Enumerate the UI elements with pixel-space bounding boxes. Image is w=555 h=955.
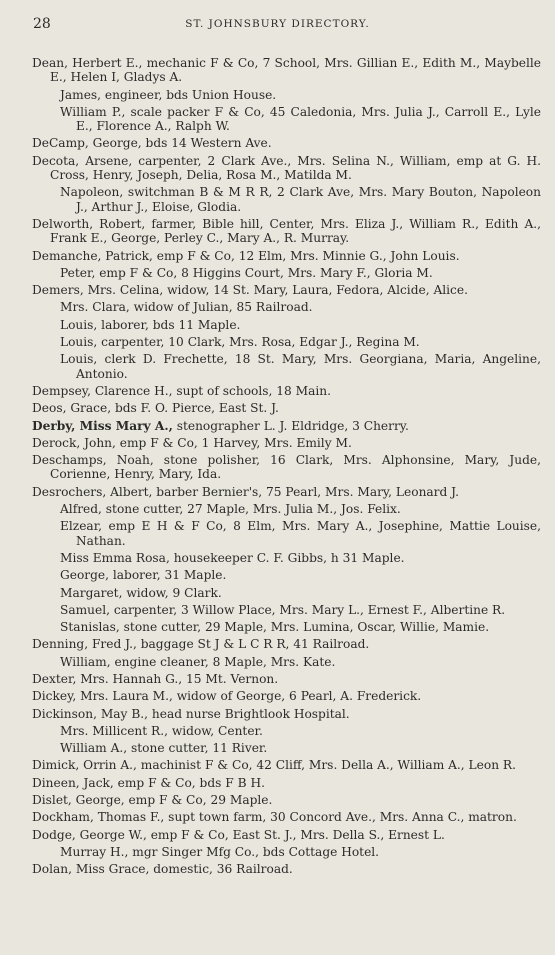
entry-text: Dolan, Miss Grace, domestic, 36 Railroad.	[32, 862, 293, 877]
page-header	[0, 16, 555, 36]
directory-entry	[0, 401, 555, 415]
directory-entry	[0, 154, 555, 183]
running-head: ST. JOHNSBURY DIRECTORY.	[185, 18, 370, 30]
entry-text: Deschamps, Noah, stone polisher, 16 Clark, Mrs. Alphonsine, Mary, Jude, Corienne, Henry, Mary, Ida.	[32, 453, 541, 482]
entry-text: Derock, John, emp F & Co, 1 Harvey, Mrs. Emily M.	[32, 435, 352, 450]
entry-text: Stanislas, stone cutter, 29 Maple, Mrs. Lumina, Oscar, Willie, Mamie.	[60, 620, 490, 635]
directory-entry	[0, 249, 555, 263]
directory-entry	[0, 793, 555, 807]
entry-text: Mrs. Clara, widow of Julian, 85 Railroad.	[60, 300, 313, 315]
directory-entry	[0, 384, 555, 398]
entry-text: Louis, clerk D. Frechette, 18 St. Mary, Mrs. Georgiana, Maria, Angeline, Antonio.	[60, 352, 541, 381]
page-number: 28	[33, 16, 51, 32]
directory-entry	[0, 419, 555, 433]
entry-text: Miss Emma Rosa, housekeeper C. F. Gibbs, h 31 Maple.	[60, 550, 405, 565]
directory-entry	[0, 217, 555, 246]
entry-text: Dickinson, May B., head nurse Brightlook Hospital.	[32, 706, 350, 721]
entry-text: Dockham, Thomas F., supt town farm, 30 Concord Ave., Mrs. Anna C., matron.	[32, 810, 517, 825]
directory-entry	[0, 318, 555, 332]
entry-text: Dimick, Orrin A., machinist F & Co, 42 Cliff, Mrs. Della A., William A., Leon R.	[32, 758, 516, 773]
directory-entry	[0, 283, 555, 297]
directory-entry	[0, 352, 555, 381]
entry-text: James, engineer, bds Union House.	[60, 87, 277, 102]
directory-entry	[0, 502, 555, 516]
entry-text: Dislet, George, emp F & Co, 29 Maple.	[32, 793, 273, 808]
directory-entry	[0, 185, 555, 214]
directory-entry	[0, 810, 555, 824]
entry-text: Margaret, widow, 9 Clark.	[60, 585, 222, 600]
entry-text: Peter, emp F & Co, 8 Higgins Court, Mrs. Mary F., Gloria M.	[60, 265, 433, 280]
directory-entry	[0, 136, 555, 150]
directory-entry	[0, 655, 555, 669]
directory-entries	[0, 56, 555, 880]
entry-text: DeCamp, George, bds 14 Western Ave.	[32, 136, 272, 151]
entry-text: Samuel, carpenter, 3 Willow Place, Mrs. Mary L., Ernest F., Albertine R.	[60, 602, 506, 617]
entry-text: William, engine cleaner, 8 Maple, Mrs. Kate.	[60, 654, 336, 669]
directory-entry	[0, 551, 555, 565]
directory-entry	[0, 88, 555, 102]
directory-entry	[0, 724, 555, 738]
entry-text: Desrochers, Albert, barber Bernier's, 75 Pearl, Mrs. Mary, Leonard J.	[32, 484, 459, 499]
entry-text: Louis, laborer, bds 11 Maple.	[60, 317, 241, 332]
directory-entry	[0, 436, 555, 450]
entry-text: Deos, Grace, bds F. O. Pierce, East St. J.	[32, 401, 279, 416]
directory-entry	[0, 776, 555, 790]
directory-entry	[0, 845, 555, 859]
directory-entry	[0, 828, 555, 842]
entry-text: Elzear, emp E H & F Co, 8 Elm, Mrs. Mary A., Josephine, Mattie Louise, Nathan.	[60, 519, 541, 548]
entry-text: Napoleon, switchman B & M R R, 2 Clark Ave, Mrs. Mary Bouton, Napoleon J., Arthur J., Eloise, Glodia.	[60, 185, 541, 214]
entry-text: stenographer L. J. Eldridge, 3 Cherry.	[172, 418, 409, 433]
entry-text: Louis, carpenter, 10 Clark, Mrs. Rosa, Edgar J., Regina M.	[60, 335, 420, 350]
directory-entry	[0, 453, 555, 482]
directory-entry	[0, 741, 555, 755]
directory-entry	[0, 707, 555, 721]
entry-text: Demers, Mrs. Celina, widow, 14 St. Mary, Laura, Fedora, Alcide, Alice.	[32, 283, 468, 298]
entry-text: Mrs. Millicent R., widow, Center.	[60, 723, 263, 738]
directory-entry	[0, 105, 555, 134]
entry-text: Demanche, Patrick, emp F & Co, 12 Elm, Mrs. Minnie G., John Louis.	[32, 248, 460, 263]
directory-entry	[0, 689, 555, 703]
entry-text: Dexter, Mrs. Hannah G., 15 Mt. Vernon.	[32, 671, 279, 686]
entry-text: Dempsey, Clarence H., supt of schools, 18 Main.	[32, 383, 332, 398]
directory-entry	[0, 485, 555, 499]
directory-entry	[0, 266, 555, 280]
entry-text: Delworth, Robert, farmer, Bible hill, Center, Mrs. Eliza J., William R., Edith A., Frank E., George, Perley C., Mary A., R. Murray.	[32, 216, 541, 246]
directory-entry	[0, 568, 555, 582]
directory-entry	[0, 637, 555, 651]
directory-entry	[0, 586, 555, 600]
entry-text: Dean, Herbert E., mechanic F & Co, 7 School, Mrs. Gillian E., Edith M., Maybelle E., Helen I, Gladys A.	[32, 56, 541, 85]
directory-entry	[0, 335, 555, 349]
entry-text: Alfred, stone cutter, 27 Maple, Mrs. Julia M., Jos. Felix.	[60, 502, 401, 517]
entry-text: Decota, Arsene, carpenter, 2 Clark Ave., Mrs. Selina N., William, emp at G. H. Cross, Henry, Joseph, Delia, Rosa M., Matilda M.	[32, 153, 541, 183]
directory-entry	[0, 672, 555, 686]
entry-text: Dodge, George W., emp F & Co, East St. J., Mrs. Della S., Ernest L.	[32, 827, 445, 842]
directory-entry	[0, 862, 555, 876]
entry-text: George, laborer, 31 Maple.	[60, 568, 227, 583]
directory-entry	[0, 620, 555, 634]
entry-text: Dickey, Mrs. Laura M., widow of George, 6 Pearl, A. Frederick.	[32, 689, 422, 704]
entry-bold-name: Derby, Miss Mary A.,	[32, 418, 173, 433]
entry-text: Denning, Fred J., baggage St J & L C R R, 41 Railroad.	[32, 637, 370, 652]
entry-text: William P., scale packer F & Co, 45 Caledonia, Mrs. Julia J., Carroll E., Lyle E., Florence A., Ralph W.	[60, 104, 541, 134]
entry-text: Dineen, Jack, emp F & Co, bds F B H.	[32, 775, 265, 790]
directory-entry	[0, 300, 555, 314]
directory-entry	[0, 758, 555, 772]
entry-text: Murray H., mgr Singer Mfg Co., bds Cottage Hotel.	[60, 844, 380, 859]
directory-entry	[0, 519, 555, 548]
entry-text: William A., stone cutter, 11 River.	[60, 741, 268, 756]
directory-entry	[0, 56, 555, 85]
directory-entry	[0, 603, 555, 617]
